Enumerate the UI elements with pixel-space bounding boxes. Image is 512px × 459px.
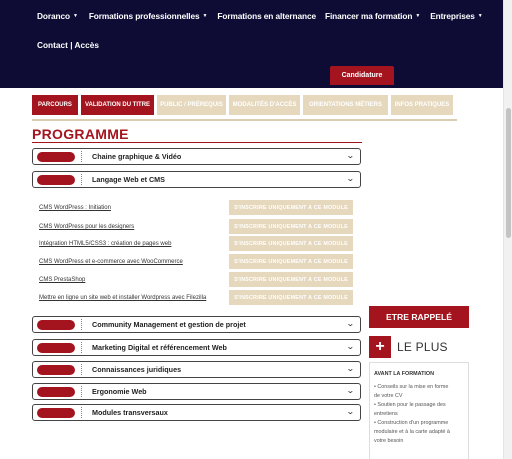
- panel-item: • Construction d'un programme: [374, 420, 449, 426]
- divider: [81, 342, 82, 353]
- chevron-down-icon: ⌄: [346, 151, 356, 160]
- panel-item: de votre CV: [374, 393, 403, 399]
- module-link[interactable]: CMS PrestaShop: [39, 277, 86, 283]
- divider: [81, 364, 82, 375]
- nav-item-alternance[interactable]: [217, 11, 316, 21]
- accordion-transversaux[interactable]: [32, 404, 361, 421]
- chevron-down-icon: ▼: [415, 13, 421, 19]
- accordion-label: Connaissances juridiques: [92, 365, 182, 374]
- accordion-pill: [37, 387, 75, 397]
- module-link[interactable]: CMS WordPress pour les designers: [39, 224, 135, 230]
- accordion-label: Marketing Digital et référencement Web: [92, 343, 227, 352]
- tab-infos[interactable]: INFOS PRATIQUES: [391, 95, 453, 115]
- panel-item: votre besoin: [374, 438, 404, 444]
- accordion-label: Modules transversaux: [92, 408, 168, 417]
- tab-orientations[interactable]: ORIENTATIONS MÉTIERS: [303, 95, 388, 115]
- nav-item-formations-pro[interactable]: [89, 11, 208, 21]
- module-register-button[interactable]: S'INSCRIRE UNIQUEMENT A CE MODULE: [229, 236, 353, 251]
- nav-label: Doranco: [37, 11, 70, 21]
- module-register-button[interactable]: S'INSCRIRE UNIQUEMENT A CE MODULE: [229, 272, 353, 287]
- page-title: PROGRAMME: [32, 126, 129, 142]
- accordion-marketing[interactable]: [32, 339, 361, 356]
- nav-label: Financer ma formation: [324, 11, 413, 21]
- accordion-community[interactable]: [32, 316, 361, 333]
- nav-item-financer[interactable]: [325, 11, 420, 21]
- module-register-button[interactable]: S'INSCRIRE UNIQUEMENT A CE MODULE: [229, 219, 353, 234]
- le-plus-header: [369, 336, 448, 358]
- candidature-button[interactable]: Candidature: [330, 66, 394, 85]
- chevron-down-icon: ▼: [202, 13, 208, 19]
- module-register-button[interactable]: S'INSCRIRE UNIQUEMENT A CE MODULE: [229, 290, 353, 305]
- nav-label: Formations en alternance: [217, 11, 316, 21]
- title-divider: [32, 142, 362, 143]
- tab-public[interactable]: PUBLIC / PRÉREQUIS: [157, 95, 226, 115]
- chevron-down-icon: ⌄: [346, 386, 356, 395]
- tab-modalites[interactable]: MODALITÉS D'ACCÈS: [229, 95, 300, 115]
- accordion-label: Langage Web et CMS: [92, 175, 165, 184]
- panel-item: entretiens: [374, 411, 398, 417]
- tab-validation[interactable]: VALIDATION DU TITRE: [81, 95, 154, 115]
- nav-item-entreprises[interactable]: [430, 11, 482, 21]
- plus-icon: +: [369, 336, 391, 358]
- accordion-label: Community Management et gestion de projet: [92, 320, 246, 329]
- divider: [81, 386, 82, 397]
- module-link[interactable]: Intégration HTML5/CSS3 : création de pages web: [39, 241, 172, 247]
- accordion-pill: [37, 175, 75, 185]
- le-plus-title: LE PLUS: [397, 340, 448, 354]
- panel-item: modulaire et à la carte adapté à: [374, 429, 450, 435]
- accordion-label: Chaine graphique & Vidéo: [92, 152, 182, 161]
- panel-heading: AVANT LA FORMATION: [374, 371, 434, 377]
- nav-item-doranco[interactable]: [37, 11, 78, 21]
- accordion-label: Ergonomie Web: [92, 387, 147, 396]
- divider: [81, 319, 82, 330]
- nav-item-contact[interactable]: Contact | Accès: [37, 40, 99, 50]
- accordion-langage-web[interactable]: [32, 171, 361, 188]
- nav-label: Entreprises: [430, 11, 475, 21]
- accordion-juridique[interactable]: [32, 361, 361, 378]
- module-register-button[interactable]: S'INSCRIRE UNIQUEMENT A CE MODULE: [229, 200, 353, 215]
- chevron-down-icon: ▼: [72, 13, 78, 19]
- accordion-pill: [37, 320, 75, 330]
- main-nav: [37, 11, 493, 21]
- module-register-button[interactable]: S'INSCRIRE UNIQUEMENT A CE MODULE: [229, 254, 353, 269]
- accordion-pill: [37, 152, 75, 162]
- divider: [81, 174, 82, 185]
- divider: [81, 151, 82, 162]
- chevron-down-icon: ⌄: [346, 319, 356, 328]
- accordion-chaine-graphique[interactable]: [32, 148, 361, 165]
- scrollbar-thumb[interactable]: [506, 108, 511, 238]
- accordion-ergonomie[interactable]: [32, 383, 361, 400]
- tab-parcours[interactable]: PARCOURS: [32, 95, 78, 115]
- chevron-down-icon: ⌄: [346, 364, 356, 373]
- callback-button[interactable]: ETRE RAPPELÉ: [369, 306, 469, 328]
- panel-item: • Conseils sur la mise en forme: [374, 384, 449, 390]
- nav-label: Formations professionnelles: [88, 11, 200, 21]
- module-link[interactable]: CMS WordPress : Initiation: [39, 205, 111, 211]
- le-plus-panel: [369, 362, 469, 459]
- module-link[interactable]: CMS WordPress et e-commerce avec WooCommerce: [39, 259, 183, 265]
- tab-underline: [32, 119, 457, 121]
- chevron-down-icon: ▼: [477, 13, 483, 19]
- chevron-down-icon: ⌄: [346, 174, 356, 183]
- page-scrollbar[interactable]: [503, 0, 512, 459]
- chevron-down-icon: ⌄: [346, 407, 356, 416]
- chevron-down-icon: ⌄: [346, 342, 356, 351]
- site-header: [0, 0, 503, 88]
- accordion-pill: [37, 365, 75, 375]
- module-link[interactable]: Mettre en ligne un site web et installer Wordpress avec Filezilla: [39, 295, 207, 301]
- accordion-pill: [37, 343, 75, 353]
- accordion-pill: [37, 408, 75, 418]
- divider: [81, 407, 82, 418]
- tab-bar: [32, 95, 456, 115]
- panel-item: • Soutien pour le passage des: [374, 402, 446, 408]
